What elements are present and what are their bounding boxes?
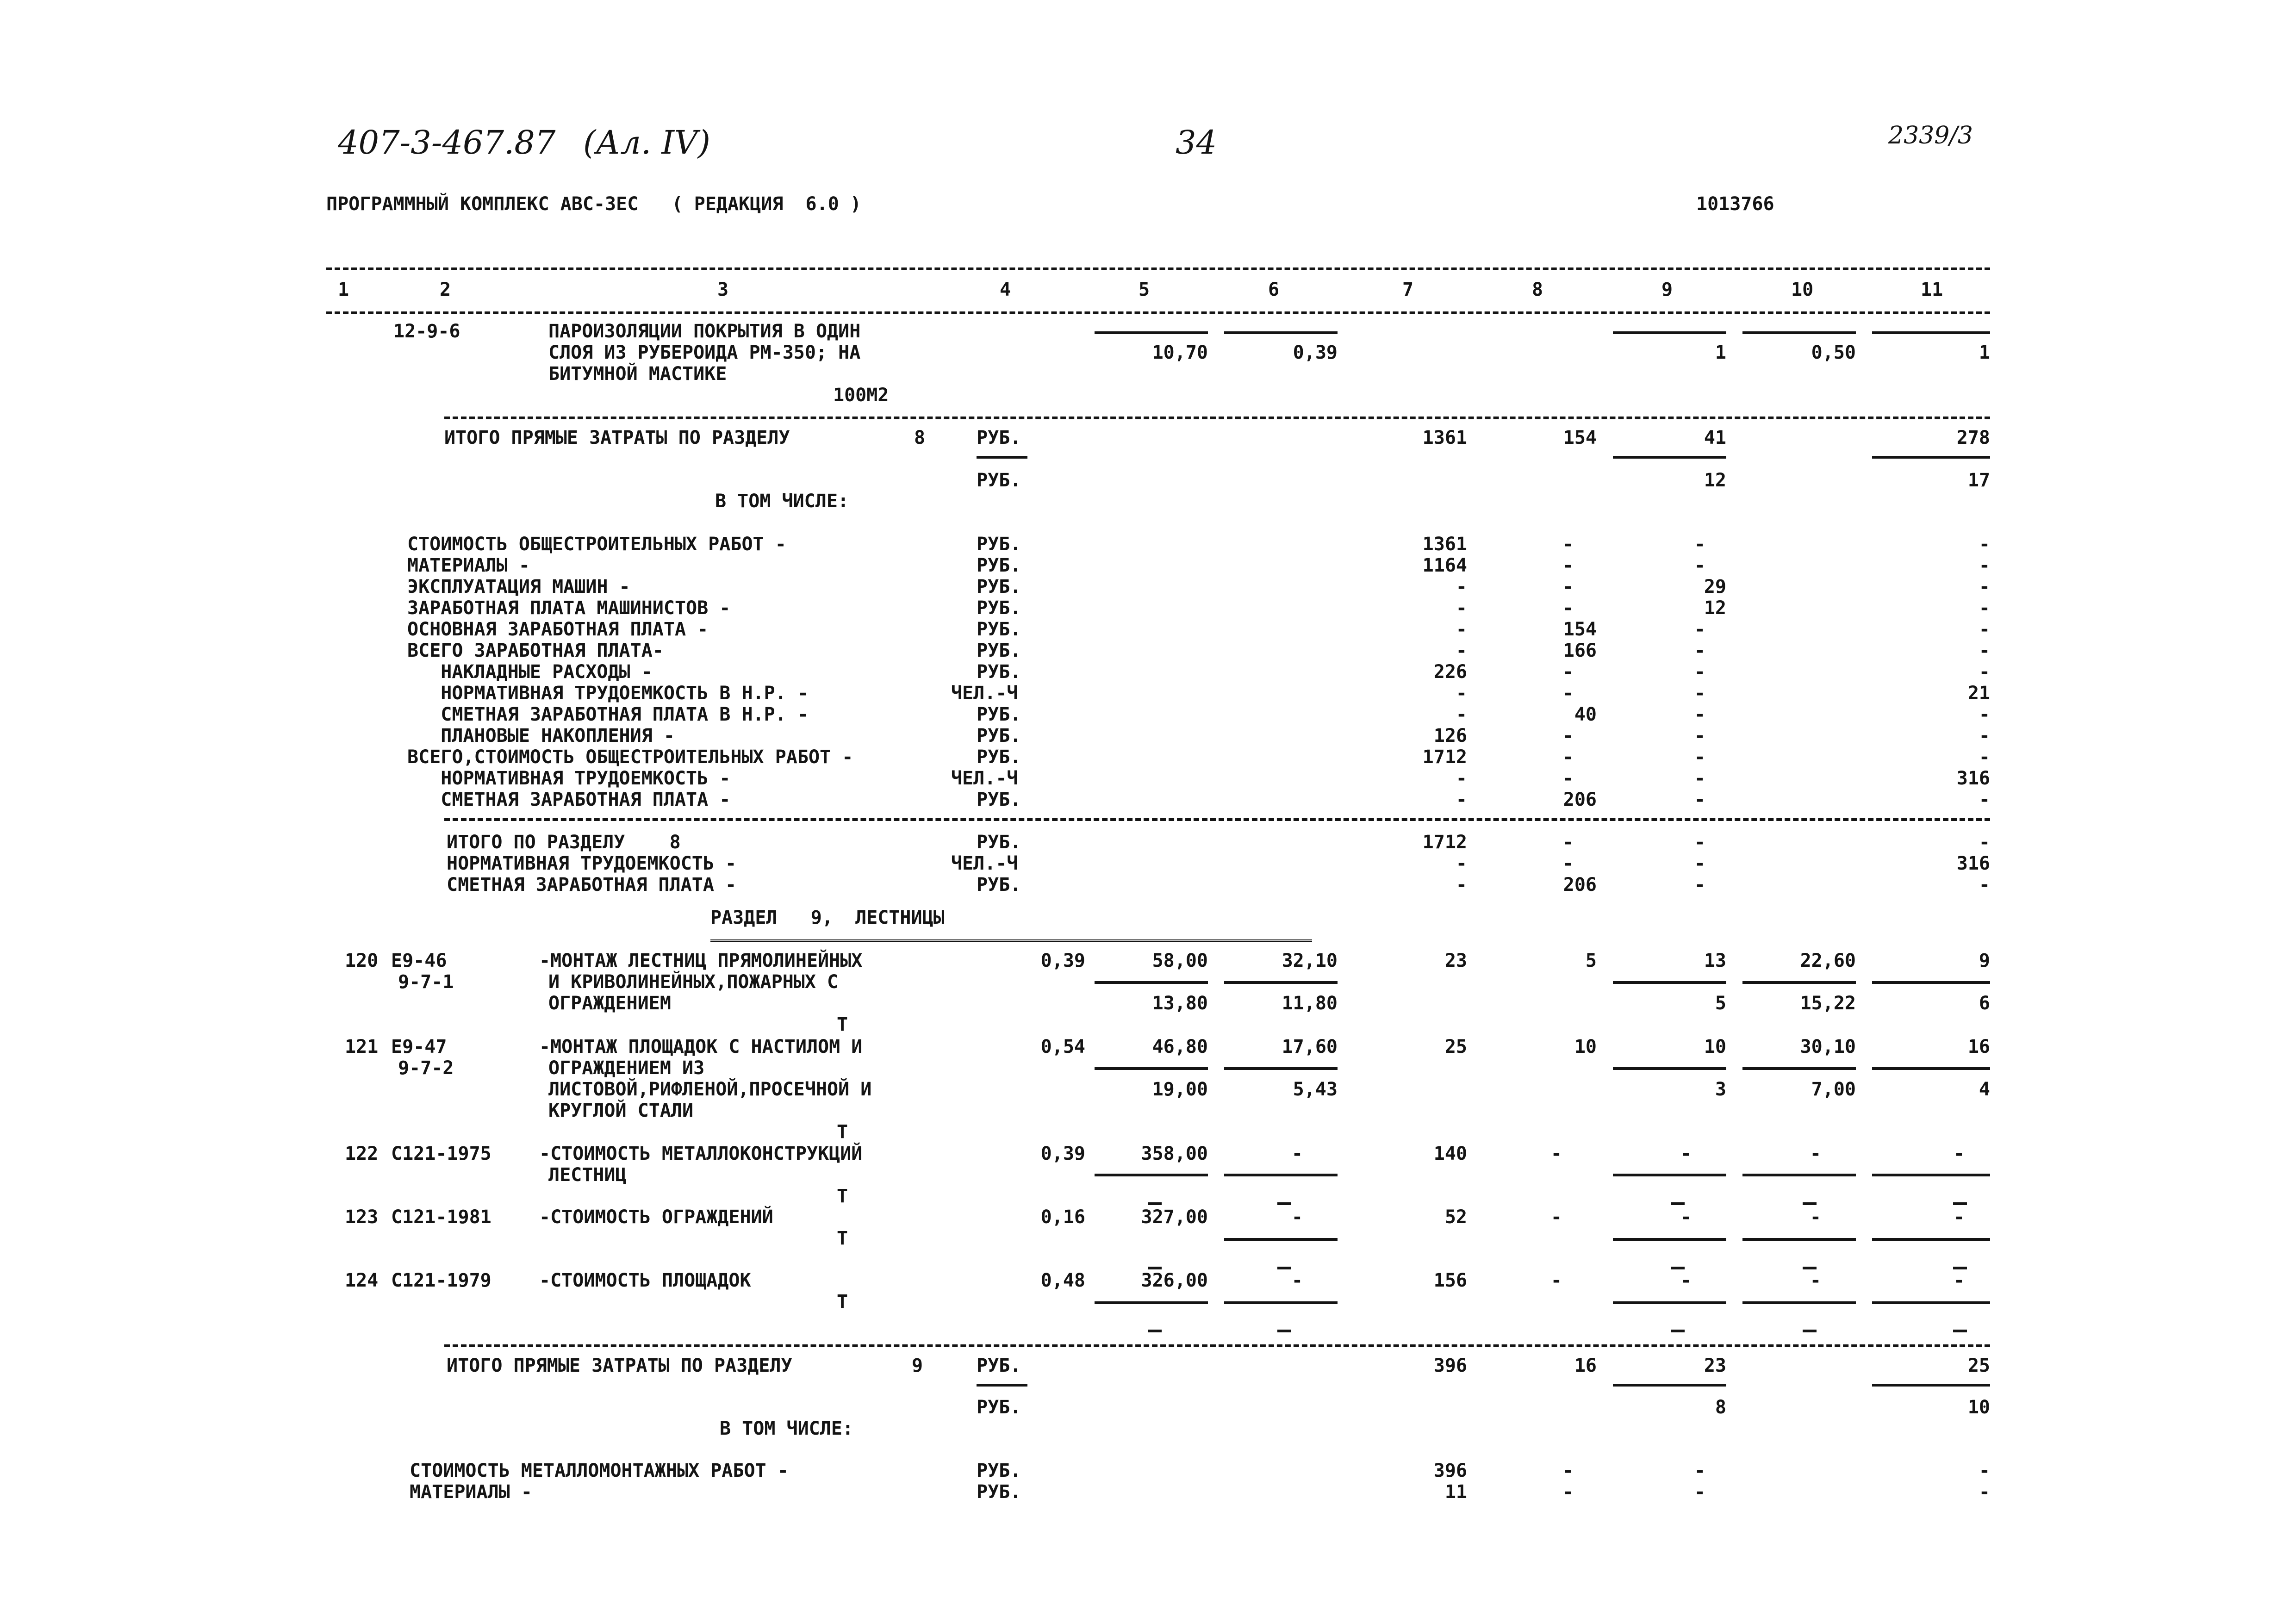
item-c8: - (1550, 1143, 1562, 1164)
breakdown-label: СМЕТНАЯ ЗАРАБОТНАЯ ПЛАТА - (407, 789, 731, 810)
dash-mark (1671, 1330, 1685, 1332)
col-3: 3 (717, 279, 729, 300)
breakdown-label: ЭКСПЛУАТАЦИЯ МАШИН - (407, 576, 630, 597)
totals-c8: - (1562, 853, 1574, 874)
item-code-secondary: 9-7-2 (398, 1057, 454, 1079)
breakdown-c7: 226 (1433, 661, 1467, 683)
section8-c7: 1361 (1422, 427, 1467, 448)
breakdown-label: СМЕТНАЯ ЗАРАБОТНАЯ ПЛАТА В Н.Р. - (407, 704, 809, 725)
cell-rule (1613, 1384, 1726, 1387)
cell-rule (1224, 331, 1338, 334)
item-c9: - (1680, 1206, 1692, 1228)
corner-code: 2339/3 (1888, 122, 1973, 149)
col-7: 7 (1402, 279, 1414, 300)
cell-rule (1742, 331, 1856, 334)
cell-rule (1224, 1238, 1338, 1241)
breakdown-c8: 206 (1563, 789, 1597, 810)
breakdown-c9: - (1694, 534, 1705, 555)
breakdown-c11: - (1979, 725, 1990, 746)
item-unit: Т (837, 1186, 848, 1207)
breakdown-c9: - (1694, 746, 1705, 768)
page-number: 34 (1176, 124, 1217, 162)
totals-c7: 1712 (1422, 832, 1467, 853)
cell-rule (1872, 1384, 1990, 1387)
item-c9: - (1680, 1143, 1692, 1164)
row-unit: 100М2 (833, 385, 889, 406)
breakdown-c9: 12 (1704, 597, 1726, 619)
totals-unit: РУБ. (977, 874, 1021, 895)
col-2: 2 (440, 279, 451, 300)
breakdown-unit: РУБ. (977, 534, 1021, 555)
item-c7: 52 (1444, 1206, 1467, 1228)
breakdown-label: ЗАРАБОТНАЯ ПЛАТА МАШИНИСТОВ - (407, 597, 731, 619)
section8-rule (444, 417, 1990, 419)
item-code: С121-1979 (391, 1270, 492, 1291)
item-c10: 30,10 (1800, 1036, 1856, 1057)
item-code: С121-1981 (391, 1206, 492, 1228)
breakdown-label: МАТЕРИАЛЫ - (407, 555, 530, 576)
item-c4: 0,39 (1040, 950, 1085, 971)
totals-unit: ЧЕЛ.-Ч (951, 853, 1018, 874)
row-desc-line: ПАРОИЗОЛЯЦИИ ПОКРЫТИЯ В ОДИН (548, 321, 861, 342)
cell-rule (1095, 1301, 1208, 1304)
breakdown-label: МАТЕРИАЛЫ - (410, 1481, 532, 1503)
col-9: 9 (1661, 279, 1673, 300)
item-desc-line: КРУГЛОЙ СТАЛИ (548, 1100, 694, 1121)
item-c5: 46,80 (1152, 1036, 1208, 1057)
section9-sub-unit: РУБ. (977, 1397, 1021, 1418)
item-c5-sub: 13,80 (1152, 993, 1208, 1014)
item-c6: 17,60 (1282, 1036, 1338, 1057)
breakdown-c7: 396 (1433, 1460, 1467, 1481)
breakdown-c8: - (1562, 746, 1574, 768)
breakdown-c11: - (1979, 1481, 1990, 1503)
cell-rule (1095, 331, 1208, 334)
breakdown-c8: - (1562, 768, 1574, 789)
breakdown-label: ОСНОВНАЯ ЗАРАБОТНАЯ ПЛАТА - (407, 619, 709, 640)
totals-label: ИТОГО ПО РАЗДЕЛУ 8 (447, 832, 681, 853)
breakdown-unit: РУБ. (977, 640, 1021, 661)
item-c4: 0,48 (1040, 1270, 1085, 1291)
item-desc-line: ЛИСТОВОЙ,РИФЛЕНОЙ,ПРОСЕЧНОЙ И (548, 1079, 872, 1100)
item-c11: - (1953, 1270, 1965, 1291)
dash-mark (1148, 1330, 1162, 1332)
breakdown-c8: - (1562, 1481, 1574, 1503)
section8-unit: РУБ. (977, 427, 1021, 448)
cell-rule (1872, 456, 1990, 459)
item-c10: 22,60 (1800, 950, 1856, 971)
cell-rule (1613, 981, 1726, 984)
item-number: 123 (345, 1206, 379, 1228)
section9-c9: 23 (1704, 1355, 1726, 1376)
item-c6: - (1291, 1143, 1303, 1164)
dash-mark (1671, 1267, 1685, 1269)
breakdown-c9: - (1694, 661, 1705, 683)
section9-c7: 396 (1433, 1355, 1467, 1376)
item-unit: Т (837, 1014, 848, 1035)
cell-rule (1613, 331, 1726, 334)
item-c10-sub: 7,00 (1811, 1079, 1856, 1100)
breakdown-c7: - (1456, 619, 1467, 640)
section8-direct-title: ИТОГО ПРЯМЫЕ ЗАТРАТЫ ПО РАЗДЕЛУ (444, 427, 790, 448)
breakdown-unit: РУБ. (977, 661, 1021, 683)
item-c11: 9 (1979, 950, 1990, 971)
breakdown-c8: - (1562, 683, 1574, 704)
breakdown-c11: - (1979, 704, 1990, 725)
breakdown-c8: - (1562, 555, 1574, 576)
cell-rule (1224, 1301, 1338, 1304)
breakdown-unit: РУБ. (977, 1460, 1021, 1481)
cell-rule (977, 456, 1027, 459)
row-desc-line: БИТУМНОЙ МАСТИКЕ (548, 363, 727, 385)
breakdown-c9: - (1694, 768, 1705, 789)
section8-sub-c9: 12 (1704, 470, 1726, 491)
dash-mark (1148, 1202, 1162, 1205)
breakdown-c9: - (1694, 789, 1705, 810)
totals-c9: - (1694, 874, 1705, 895)
cell-rule (1872, 1067, 1990, 1070)
section8-sub-unit: РУБ. (977, 470, 1021, 491)
item-c6: 32,10 (1282, 950, 1338, 971)
item-c6-sub: 11,80 (1282, 993, 1338, 1014)
breakdown-c7: - (1456, 576, 1467, 597)
breakdown-c11: - (1979, 789, 1990, 810)
breakdown-unit: РУБ. (977, 746, 1021, 768)
section9-including: В ТОМ ЧИСЛЕ: (720, 1418, 853, 1439)
breakdown-unit: РУБ. (977, 576, 1021, 597)
col-4: 4 (1000, 279, 1011, 300)
cell-rule (1095, 1174, 1208, 1176)
breakdown-c7: 11 (1444, 1481, 1467, 1503)
album-number: (Ал. IV) (583, 124, 710, 162)
cell-rule (1872, 1174, 1990, 1176)
item-c6: - (1291, 1270, 1303, 1291)
dash-mark (1953, 1202, 1967, 1205)
item-c6-sub: 5,43 (1293, 1079, 1338, 1100)
item-desc-line: -МОНТАЖ ПЛОЩАДОК С НАСТИЛОМ И (539, 1036, 863, 1057)
cell-rule (1095, 981, 1208, 984)
section9-number: 9 (912, 1355, 923, 1376)
section9-sub-c11: 10 (1967, 1397, 1990, 1418)
dash-mark (1148, 1267, 1162, 1269)
breakdown-label: НОРМАТИВНАЯ ТРУДОЕМКОСТЬ В Н.Р. - (407, 683, 809, 704)
item-code: С121-1975 (391, 1143, 492, 1164)
breakdown-c8: - (1562, 576, 1574, 597)
item-unit: Т (837, 1121, 848, 1143)
program-title: ПРОГРАММНЫЙ КОМПЛЕКС АВС-3ЕС ( РЕДАКЦИЯ 6.0 ) (326, 193, 861, 215)
dash-mark (1803, 1267, 1817, 1269)
section9-sub-c9: 8 (1715, 1397, 1726, 1418)
item-c8: 5 (1585, 950, 1597, 971)
item-c8: 10 (1574, 1036, 1597, 1057)
dash-mark (1277, 1267, 1291, 1269)
dash-mark (1277, 1202, 1291, 1205)
item-c5: 327,00 (1141, 1206, 1208, 1228)
breakdown-label: НОРМАТИВНАЯ ТРУДОЕМКОСТЬ - (407, 768, 731, 789)
totals-c11: 316 (1956, 853, 1990, 874)
breakdown-unit: РУБ. (977, 1481, 1021, 1503)
cell-rule (1742, 1238, 1856, 1241)
item-c7: 25 (1444, 1036, 1467, 1057)
document-code: 407-3-467.87 (338, 124, 556, 162)
section9-c11: 25 (1967, 1355, 1990, 1376)
breakdown-c8: - (1562, 1460, 1574, 1481)
breakdown-c7: 126 (1433, 725, 1467, 746)
totals-c7: - (1456, 874, 1467, 895)
breakdown-c7: - (1456, 768, 1467, 789)
breakdown-c9: - (1694, 640, 1705, 661)
item-desc-line: И КРИВОЛИНЕЙНЫХ,ПОЖАРНЫХ С (548, 971, 839, 993)
cell-c9: 1 (1715, 342, 1726, 363)
item-c11: - (1953, 1143, 1965, 1164)
item-unit: Т (837, 1291, 848, 1312)
section8-including: В ТОМ ЧИСЛЕ: (715, 491, 849, 512)
item-c9-sub: 5 (1715, 993, 1726, 1014)
section8-c9: 41 (1704, 427, 1726, 448)
item-number: 121 (345, 1036, 379, 1057)
breakdown-label: ПЛАНОВЫЕ НАКОПЛЕНИЯ - (407, 725, 675, 746)
col-11: 11 (1921, 279, 1943, 300)
document-id: 1013766 (1696, 193, 1774, 215)
section9-direct-title: ИТОГО ПРЯМЫЕ ЗАТРАТЫ ПО РАЗДЕЛУ (447, 1355, 792, 1376)
item-c4: 0,39 (1040, 1143, 1085, 1164)
totals-unit: РУБ. (977, 832, 1021, 853)
totals-c11: - (1979, 832, 1990, 853)
breakdown-c8: 40 (1574, 704, 1597, 725)
totals-c9: - (1694, 832, 1705, 853)
breakdown-c11: - (1979, 619, 1990, 640)
breakdown-c7: - (1456, 789, 1467, 810)
item-number: 120 (345, 950, 379, 971)
cell-rule (977, 1384, 1027, 1387)
breakdown-label: СТОИМОСТЬ МЕТАЛЛОМОНТАЖНЫХ РАБОТ - (410, 1460, 789, 1481)
totals-c7: - (1456, 853, 1467, 874)
cell-rule (1742, 1301, 1856, 1304)
breakdown-c8: - (1562, 661, 1574, 683)
item-c11-sub: 6 (1979, 993, 1990, 1014)
breakdown-c7: - (1456, 683, 1467, 704)
item-c10: - (1810, 1270, 1821, 1291)
breakdown-c8: - (1562, 534, 1574, 555)
section8-totals-rule (444, 818, 1990, 821)
item-c9-sub: 3 (1715, 1079, 1726, 1100)
item-c10: - (1810, 1206, 1821, 1228)
cell-rule (1742, 1174, 1856, 1176)
item-c7: 23 (1444, 950, 1467, 971)
col-6: 6 (1268, 279, 1280, 300)
dash-mark (1803, 1202, 1817, 1205)
cell-rule (1224, 981, 1338, 984)
cell-rule (1613, 456, 1726, 459)
dash-mark (1671, 1202, 1685, 1205)
breakdown-c7: 1164 (1422, 555, 1467, 576)
cell-c6: 0,39 (1293, 342, 1338, 363)
item-desc-line: -СТОИМОСТЬ ПЛОЩАДОК (539, 1270, 751, 1291)
dash-mark (1277, 1330, 1291, 1332)
breakdown-c9: - (1694, 683, 1705, 704)
item-c9: - (1680, 1270, 1692, 1291)
dash-mark (1803, 1330, 1817, 1332)
cell-rule (1613, 1301, 1726, 1304)
breakdown-c11: - (1979, 576, 1990, 597)
breakdown-label: ВСЕГО ЗАРАБОТНАЯ ПЛАТА- (407, 640, 664, 661)
breakdown-c11: - (1979, 746, 1990, 768)
header-bottom-rule (326, 311, 1990, 314)
item-c9: 10 (1704, 1036, 1726, 1057)
totals-c9: - (1694, 853, 1705, 874)
item-code: Е9-47 (391, 1036, 447, 1057)
breakdown-unit: РУБ. (977, 619, 1021, 640)
section9-c8: 16 (1574, 1355, 1597, 1376)
breakdown-c9: - (1694, 555, 1705, 576)
breakdown-unit: РУБ. (977, 555, 1021, 576)
cell-rule (1742, 981, 1856, 984)
totals-c11: - (1979, 874, 1990, 895)
cell-rule (1095, 1067, 1208, 1070)
cell-rule (1224, 1174, 1338, 1176)
item-number: 124 (345, 1270, 379, 1291)
cell-rule (1613, 1067, 1726, 1070)
cell-rule (1872, 331, 1990, 334)
item-unit: Т (837, 1228, 848, 1249)
totals-label: НОРМАТИВНАЯ ТРУДОЕМКОСТЬ - (447, 853, 737, 874)
breakdown-unit: ЧЕЛ.-Ч (951, 683, 1018, 704)
breakdown-c9: - (1694, 1481, 1705, 1503)
dash-mark (1953, 1267, 1967, 1269)
breakdown-unit: РУБ. (977, 597, 1021, 619)
breakdown-unit: ЧЕЛ.-Ч (951, 768, 1018, 789)
col-1: 1 (338, 279, 349, 300)
section9-title: РАЗДЕЛ 9, ЛЕСТНИЦЫ (710, 907, 945, 928)
breakdown-c11: - (1979, 640, 1990, 661)
breakdown-c9: - (1694, 704, 1705, 725)
breakdown-unit: РУБ. (977, 725, 1021, 746)
breakdown-c7: 1712 (1422, 746, 1467, 768)
item-c5: 326,00 (1141, 1270, 1208, 1291)
item-c5: 358,00 (1141, 1143, 1208, 1164)
breakdown-c7: - (1456, 597, 1467, 619)
breakdown-c9: - (1694, 619, 1705, 640)
item-c10-sub: 15,22 (1800, 993, 1856, 1014)
breakdown-c9: 29 (1704, 576, 1726, 597)
row-code: 12-9-6 (393, 321, 460, 342)
item-c4: 0,16 (1040, 1206, 1085, 1228)
header-top-rule (326, 267, 1990, 270)
totals-label: СМЕТНАЯ ЗАРАБОТНАЯ ПЛАТА - (447, 874, 737, 895)
breakdown-c7: - (1456, 640, 1467, 661)
col-5: 5 (1139, 279, 1150, 300)
cell-rule (1742, 1067, 1856, 1070)
item-c8: - (1550, 1270, 1562, 1291)
item-desc-line: -СТОИМОСТЬ ОГРАЖДЕНИЙ (539, 1206, 773, 1228)
breakdown-unit: РУБ. (977, 789, 1021, 810)
cell-rule (1613, 1174, 1726, 1176)
breakdown-label: НАКЛАДНЫЕ РАСХОДЫ - (407, 661, 653, 683)
cell-c5: 10,70 (1152, 342, 1208, 363)
breakdown-c7: - (1456, 704, 1467, 725)
item-c10: - (1810, 1143, 1821, 1164)
section8-c11: 278 (1956, 427, 1990, 448)
section9-unit: РУБ. (977, 1355, 1021, 1376)
breakdown-c11: 21 (1967, 683, 1990, 704)
item-number: 122 (345, 1143, 379, 1164)
cell-c10: 0,50 (1811, 342, 1856, 363)
item-c8: - (1550, 1206, 1562, 1228)
item-c5-sub: 19,00 (1152, 1079, 1208, 1100)
totals-c8: - (1562, 832, 1574, 853)
item-c6: - (1291, 1206, 1303, 1228)
breakdown-c11: 316 (1956, 768, 1990, 789)
breakdown-c8: - (1562, 597, 1574, 619)
cell-rule (1613, 1238, 1726, 1241)
row-desc-line: СЛОЯ ИЗ РУБЕРОИДА РМ-350; НА (548, 342, 861, 363)
breakdown-c11: - (1979, 534, 1990, 555)
breakdown-c9: - (1694, 1460, 1705, 1481)
cell-rule (1872, 981, 1990, 984)
breakdown-unit: РУБ. (977, 704, 1021, 725)
item-desc-line: -СТОИМОСТЬ МЕТАЛЛОКОНСТРУКЦИЙ (539, 1143, 863, 1164)
item-c11: - (1953, 1206, 1965, 1228)
breakdown-c7: 1361 (1422, 534, 1467, 555)
cell-rule (1224, 1067, 1338, 1070)
item-c7: 156 (1433, 1270, 1467, 1291)
breakdown-c11: - (1979, 1460, 1990, 1481)
totals-c8: 206 (1563, 874, 1597, 895)
breakdown-c8: 154 (1563, 619, 1597, 640)
item-desc-line: ЛЕСТНИЦ (548, 1164, 627, 1186)
section8-number: 8 (914, 427, 926, 448)
breakdown-c9: - (1694, 725, 1705, 746)
dash-mark (1953, 1330, 1967, 1332)
item-c11: 16 (1967, 1036, 1990, 1057)
item-code: Е9-46 (391, 950, 447, 971)
breakdown-c11: - (1979, 597, 1990, 619)
breakdown-label: ВСЕГО,СТОИМОСТЬ ОБЩЕСТРОИТЕЛЬНЫХ РАБОТ - (407, 746, 853, 768)
item-desc-line: -МОНТАЖ ЛЕСТНИЦ ПРЯМОЛИНЕЙНЫХ (539, 950, 863, 971)
item-desc-line: ОГРАЖДЕНИЕМ (548, 993, 671, 1014)
breakdown-c8: 166 (1563, 640, 1597, 661)
col-10: 10 (1791, 279, 1814, 300)
breakdown-label: СТОИМОСТЬ ОБЩЕСТРОИТЕЛЬНЫХ РАБОТ - (407, 534, 786, 555)
item-c5: 58,00 (1152, 950, 1208, 971)
col-8: 8 (1532, 279, 1543, 300)
section9-title-underline (710, 939, 1312, 945)
cell-rule (1872, 1238, 1990, 1241)
cell-c11: 1 (1979, 342, 1990, 363)
item-desc-line: ОГРАЖДЕНИЕМ ИЗ (548, 1057, 705, 1079)
section9-rule (444, 1344, 1990, 1347)
item-c11-sub: 4 (1979, 1079, 1990, 1100)
item-code-secondary: 9-7-1 (398, 971, 454, 993)
item-c9: 13 (1704, 950, 1726, 971)
item-c7: 140 (1433, 1143, 1467, 1164)
cell-rule (1872, 1301, 1990, 1304)
item-c4: 0,54 (1040, 1036, 1085, 1057)
breakdown-c8: - (1562, 725, 1574, 746)
section8-c8: 154 (1563, 427, 1597, 448)
breakdown-c11: - (1979, 555, 1990, 576)
section8-sub-c11: 17 (1967, 470, 1990, 491)
breakdown-c11: - (1979, 661, 1990, 683)
